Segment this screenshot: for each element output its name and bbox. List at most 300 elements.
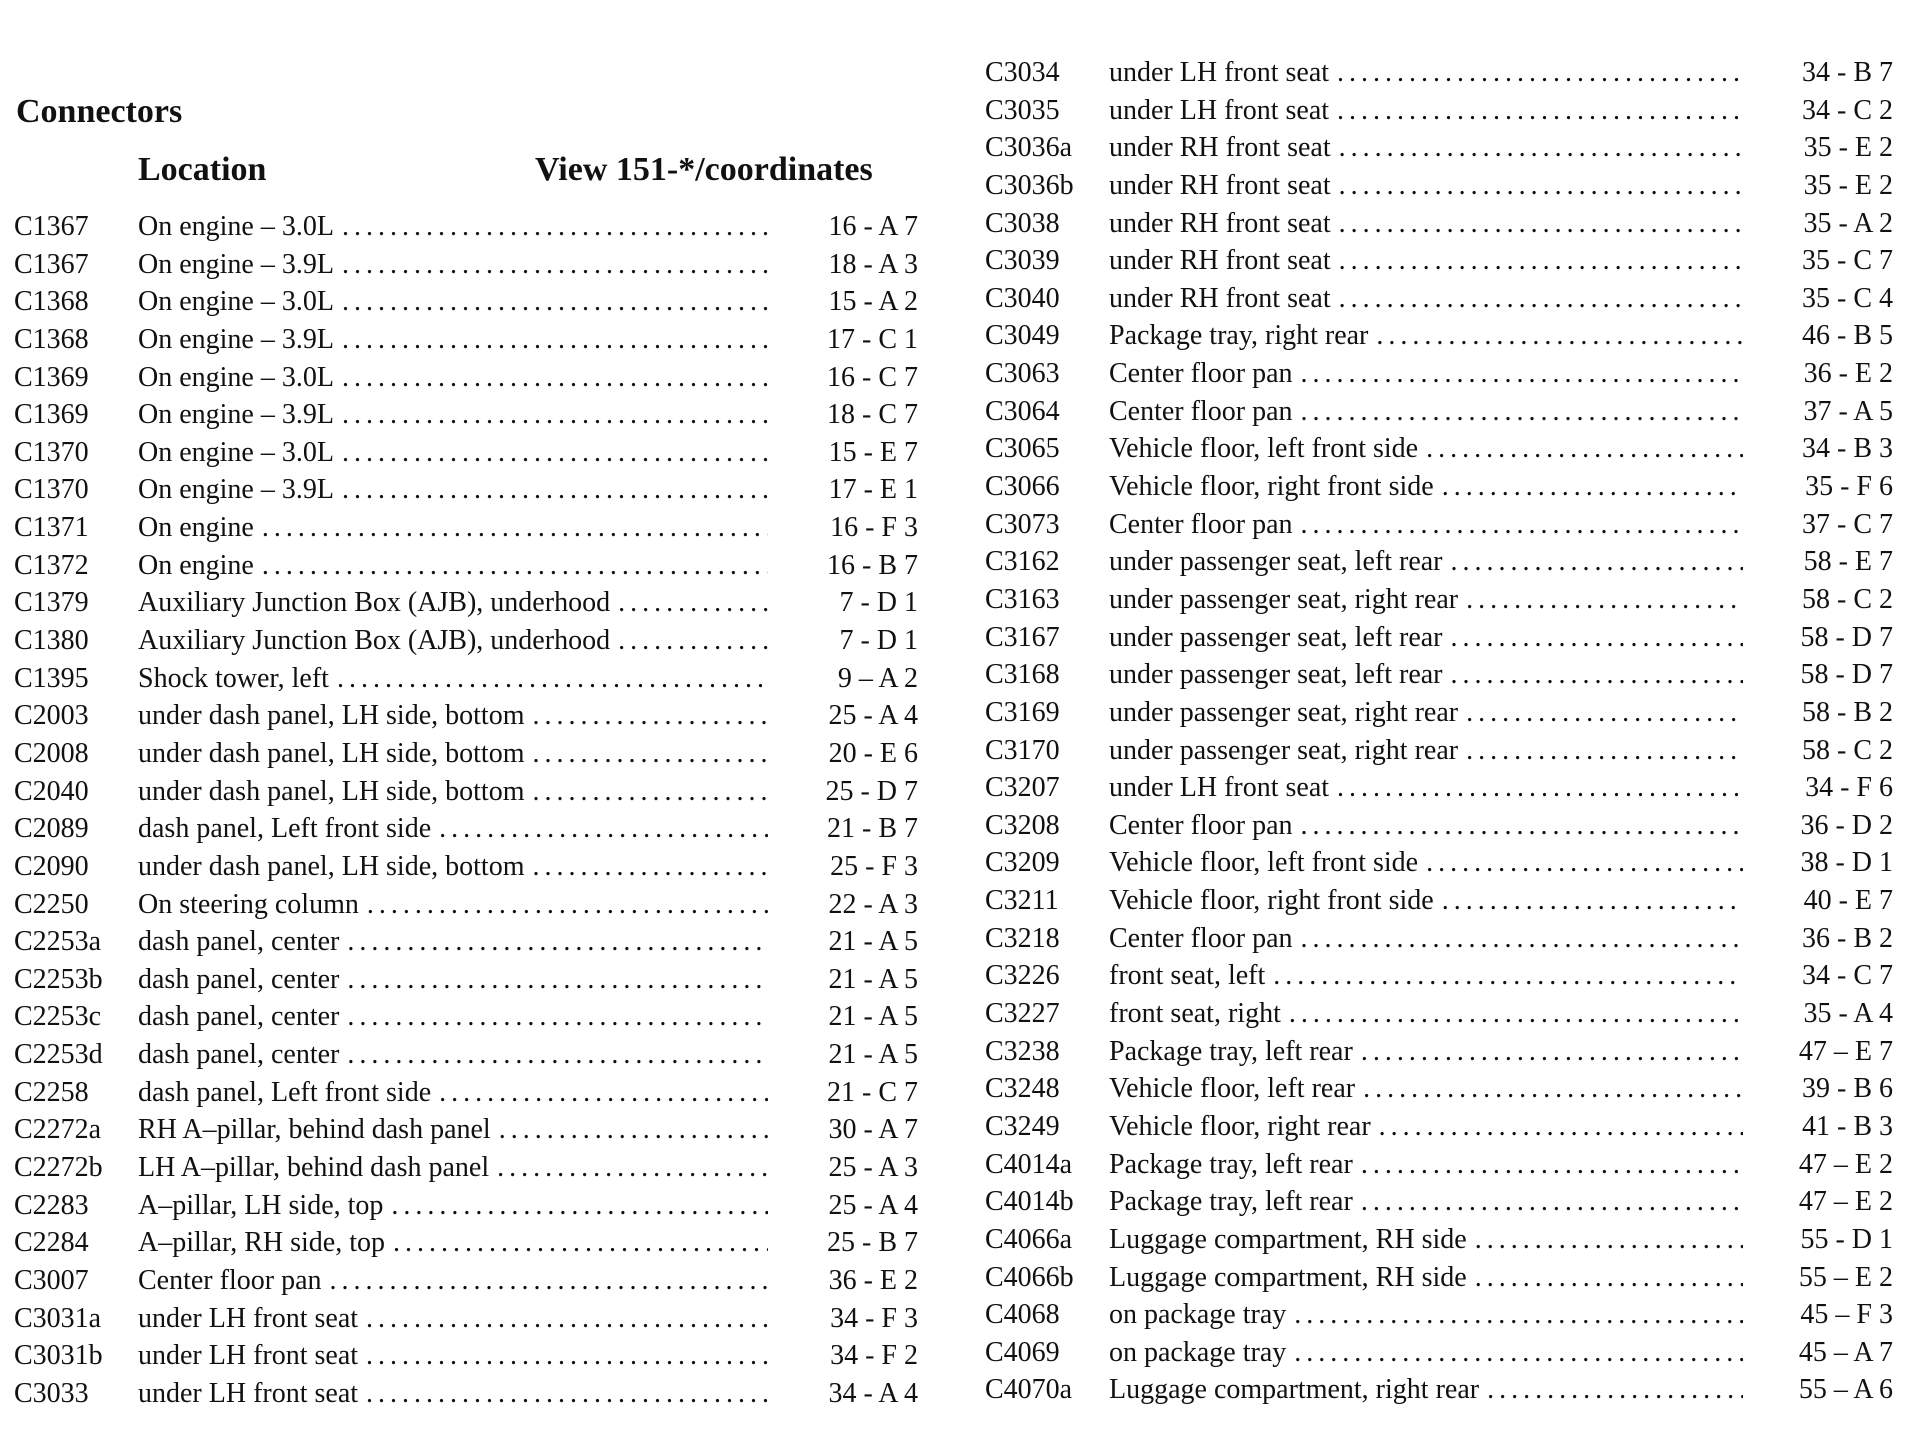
dot-leader	[532, 697, 768, 735]
connector-location-cell	[1109, 957, 1743, 995]
connector-view-coordinates: 17 - E 1	[828, 474, 918, 506]
connector-location: Auxiliary Junction Box (AJB), underhood	[138, 625, 611, 657]
connector-row	[14, 961, 918, 999]
connector-location: Package tray, left rear	[1109, 1148, 1353, 1180]
connector-location-cell	[138, 1149, 768, 1187]
dot-leader	[499, 1111, 768, 1149]
connector-row	[14, 283, 918, 321]
connector-view-coordinates: 45 – F 3	[1800, 1299, 1893, 1331]
right-connector-list	[985, 54, 1893, 1409]
dot-leader	[618, 622, 768, 660]
connector-id: C3207	[985, 772, 1060, 804]
dot-leader	[1339, 129, 1743, 167]
connector-location-cell	[1109, 844, 1743, 882]
connector-location-cell	[1109, 694, 1743, 732]
connector-row	[985, 957, 1893, 995]
dot-leader	[1426, 844, 1743, 882]
connector-location: dash panel, center	[138, 926, 340, 958]
connector-location: On engine	[138, 512, 254, 544]
connector-id: C1380	[14, 625, 89, 657]
connector-view-coordinates: 58 - D 7	[1800, 659, 1893, 691]
connector-id: C3036b	[985, 169, 1074, 201]
connector-row	[985, 581, 1893, 619]
connector-view-coordinates: 37 - A 5	[1803, 395, 1893, 427]
dot-leader	[532, 848, 768, 886]
connector-location: dash panel, Left front side	[138, 813, 432, 845]
connector-id: C2089	[14, 813, 89, 845]
connector-row	[14, 810, 918, 848]
connector-id: C4014b	[985, 1186, 1074, 1218]
connector-location: On steering column	[138, 888, 359, 920]
connector-location: under LH front seat	[1109, 772, 1330, 804]
connector-row	[14, 1187, 918, 1225]
connector-view-coordinates: 9 – A 2	[837, 662, 918, 694]
dot-leader	[391, 1187, 768, 1225]
dot-leader	[1301, 920, 1744, 958]
connector-id: C3208	[985, 809, 1060, 841]
connector-location-cell	[1109, 54, 1743, 92]
connector-row	[985, 167, 1893, 205]
connector-location-cell	[1109, 769, 1743, 807]
connector-location-cell	[1109, 317, 1743, 355]
connector-id: C3036a	[985, 132, 1073, 164]
dot-leader	[1442, 468, 1743, 506]
dot-leader	[366, 1375, 768, 1413]
connector-row	[14, 1262, 918, 1300]
connector-id: C1367	[14, 211, 89, 242]
dot-leader	[1301, 506, 1744, 544]
dot-leader	[342, 396, 768, 434]
connector-location-cell	[1109, 1108, 1743, 1146]
connector-view-coordinates: 34 - B 3	[1802, 433, 1893, 465]
connector-row	[985, 54, 1893, 92]
connector-location: On engine – 3.9L	[138, 248, 334, 280]
connector-row	[14, 1375, 918, 1413]
connector-id: C3162	[985, 546, 1060, 578]
connector-location-cell	[138, 509, 768, 547]
dot-leader	[1289, 995, 1743, 1033]
connector-location-cell	[138, 359, 768, 397]
connector-location: Vehicle floor, right front side	[1109, 471, 1434, 503]
connector-location: under dash panel, LH side, bottom	[138, 775, 525, 807]
connector-view-coordinates: 25 - A 4	[828, 1189, 918, 1221]
connector-location-cell	[138, 1111, 768, 1149]
connector-id: C2253a	[14, 926, 102, 958]
connector-row	[14, 434, 918, 472]
connector-location-cell	[1109, 1070, 1743, 1108]
connector-location: Package tray, right rear	[1109, 320, 1369, 352]
dot-leader	[367, 886, 768, 924]
connector-location-cell	[138, 1300, 768, 1338]
dot-leader	[366, 1337, 768, 1375]
connector-location: under dash panel, LH side, bottom	[138, 850, 525, 882]
connector-location-cell	[138, 773, 768, 811]
connector-view-coordinates: 34 - B 7	[1802, 57, 1893, 88]
dot-leader	[1379, 1108, 1743, 1146]
connector-row	[985, 543, 1893, 581]
connector-view-coordinates: 17 - C 1	[827, 323, 918, 355]
connector-location: on package tray	[1109, 1336, 1287, 1368]
connector-location: Vehicle floor, right rear	[1109, 1110, 1371, 1142]
connector-location: under passenger seat, left rear	[1109, 659, 1443, 691]
connector-location: front seat, right	[1109, 998, 1281, 1030]
dot-leader	[1301, 807, 1744, 845]
location-column-header: Location	[138, 151, 267, 188]
connector-location-cell	[1109, 656, 1743, 694]
connector-location: under LH front seat	[138, 1340, 359, 1372]
connector-row	[985, 1108, 1893, 1146]
connector-location-cell	[1109, 92, 1743, 130]
connector-row	[985, 1334, 1893, 1372]
connector-id: C3033	[14, 1377, 89, 1409]
dot-leader	[1363, 1070, 1743, 1108]
connector-location: under RH front seat	[1109, 132, 1331, 164]
connector-location: On engine	[138, 549, 254, 581]
connector-id: C3167	[985, 621, 1060, 653]
connector-view-coordinates: 15 - A 2	[828, 286, 918, 318]
connector-location: dash panel, Left front side	[138, 1076, 432, 1108]
connector-row	[985, 92, 1893, 130]
connector-view-coordinates: 16 - F 3	[830, 512, 918, 544]
connector-view-coordinates: 21 - A 5	[828, 1039, 918, 1071]
connector-view-coordinates: 35 - C 4	[1802, 282, 1893, 314]
connector-id: C1367	[14, 248, 89, 280]
connector-location-cell	[138, 584, 768, 622]
connector-location: under passenger seat, left rear	[1109, 546, 1443, 578]
connector-id: C3170	[985, 734, 1060, 766]
connector-location-cell	[138, 471, 768, 509]
connector-view-coordinates: 35 - E 2	[1803, 169, 1893, 201]
dot-leader	[1339, 205, 1743, 243]
connector-id: C3073	[985, 508, 1060, 540]
connector-location-cell	[1109, 1221, 1743, 1259]
connector-view-coordinates: 34 - F 2	[830, 1340, 918, 1372]
dot-leader	[342, 321, 768, 359]
connector-id: C3007	[14, 1264, 89, 1296]
dot-leader	[1339, 280, 1743, 318]
connector-id: C4068	[985, 1299, 1060, 1331]
dot-leader	[1339, 242, 1743, 280]
connector-row	[985, 506, 1893, 544]
connector-view-coordinates: 58 - C 2	[1802, 583, 1893, 615]
connector-location: A–pillar, LH side, top	[138, 1189, 384, 1221]
connector-row	[985, 1183, 1893, 1221]
connector-view-coordinates: 25 - F 3	[830, 850, 918, 882]
connector-id: C1370	[14, 436, 89, 468]
connector-row	[14, 848, 918, 886]
connector-row	[14, 773, 918, 811]
connector-row	[14, 1149, 918, 1187]
connector-location-cell	[138, 1187, 768, 1225]
connector-location-cell	[138, 1262, 768, 1300]
connector-location-cell	[1109, 882, 1743, 920]
connector-row	[14, 1224, 918, 1262]
connector-row	[985, 807, 1893, 845]
connector-location: On engine – 3.0L	[138, 211, 334, 242]
connector-view-coordinates: 35 - C 7	[1802, 245, 1893, 277]
connector-view-coordinates: 35 - A 4	[1803, 998, 1893, 1030]
connector-row	[14, 547, 918, 585]
connector-location: under dash panel, LH side, bottom	[138, 737, 525, 769]
connector-location-cell	[1109, 995, 1743, 1033]
connector-view-coordinates: 36 - E 2	[828, 1264, 918, 1296]
connector-row	[14, 1300, 918, 1338]
connector-view-coordinates: 36 - E 2	[1803, 358, 1893, 390]
connector-location-cell	[1109, 619, 1743, 657]
connector-view-coordinates: 47 – E 2	[1798, 1186, 1893, 1218]
connector-view-coordinates: 35 - A 2	[1803, 207, 1893, 239]
connector-id: C3163	[985, 583, 1060, 615]
connector-location: Center floor pan	[1109, 358, 1293, 390]
dot-leader	[347, 923, 768, 961]
connector-view-coordinates: 38 - D 1	[1800, 847, 1893, 879]
connector-row	[14, 1111, 918, 1149]
dot-leader	[1361, 1146, 1743, 1184]
connector-id: C1368	[14, 323, 89, 355]
connector-view-coordinates: 58 - C 2	[1802, 734, 1893, 766]
connector-location: On engine – 3.9L	[138, 399, 334, 431]
connector-view-coordinates: 41 - B 3	[1802, 1110, 1893, 1142]
dot-leader	[1451, 619, 1744, 657]
connector-location-cell	[138, 434, 768, 472]
connector-id: C3031b	[14, 1340, 103, 1372]
connector-location-cell	[138, 208, 768, 246]
dot-leader	[1361, 1033, 1743, 1071]
connector-id: C3168	[985, 659, 1060, 691]
connector-id: C2040	[14, 775, 89, 807]
connector-id: C1395	[14, 662, 89, 694]
connector-id: C2008	[14, 737, 89, 769]
connector-row	[14, 359, 918, 397]
connector-row	[985, 1371, 1893, 1409]
dot-leader	[1451, 656, 1744, 694]
connector-id: C3065	[985, 433, 1060, 465]
connector-id: C3238	[985, 1035, 1060, 1067]
dot-leader	[532, 773, 768, 811]
dot-leader	[262, 509, 768, 547]
connector-location-cell	[1109, 1033, 1743, 1071]
connector-location: dash panel, center	[138, 963, 340, 995]
dot-leader	[347, 998, 768, 1036]
connector-row	[14, 886, 918, 924]
connector-location-cell	[1109, 1334, 1743, 1372]
dot-leader	[342, 208, 768, 246]
connector-id: C2272b	[14, 1152, 103, 1184]
connector-row	[14, 735, 918, 773]
connector-id: C2253b	[14, 963, 103, 995]
connector-id: C4066a	[985, 1223, 1073, 1255]
dot-leader	[337, 660, 768, 698]
dot-leader	[347, 961, 768, 999]
connector-view-coordinates: 55 - D 1	[1800, 1223, 1893, 1255]
connector-location-cell	[138, 1036, 768, 1074]
connector-location: On engine – 3.0L	[138, 361, 334, 393]
connector-location: dash panel, center	[138, 1001, 340, 1033]
connector-location: Vehicle floor, right front side	[1109, 885, 1434, 917]
connector-location-cell	[138, 396, 768, 434]
connector-location: under RH front seat	[1109, 169, 1331, 201]
connector-row	[985, 468, 1893, 506]
connector-row	[985, 769, 1893, 807]
connector-view-coordinates: 22 - A 3	[828, 888, 918, 920]
connector-view-coordinates: 21 - B 7	[827, 813, 918, 845]
connector-row	[985, 280, 1893, 318]
dot-leader	[1294, 1296, 1743, 1334]
dot-leader	[1337, 92, 1743, 130]
connector-id: C1371	[14, 512, 89, 544]
connector-id: C2258	[14, 1076, 89, 1108]
connector-id: C3063	[985, 358, 1060, 390]
connector-location: Center floor pan	[1109, 395, 1293, 427]
connector-location-cell	[1109, 1146, 1743, 1184]
connector-location: Vehicle floor, left front side	[1109, 433, 1419, 465]
connector-row	[14, 1036, 918, 1074]
connector-view-coordinates: 47 – E 2	[1798, 1148, 1893, 1180]
dot-leader	[1466, 732, 1743, 770]
connector-view-coordinates: 58 - D 7	[1800, 621, 1893, 653]
connector-row	[985, 1033, 1893, 1071]
connector-view-coordinates: 21 - A 5	[828, 963, 918, 995]
connector-id: C2272a	[14, 1114, 102, 1146]
connector-id: C3248	[985, 1073, 1060, 1105]
connector-location-cell	[1109, 468, 1743, 506]
connector-location: under passenger seat, right rear	[1109, 583, 1459, 615]
connector-id: C1368	[14, 286, 89, 318]
connector-location-cell	[138, 622, 768, 660]
connector-view-coordinates: 58 - E 7	[1803, 546, 1893, 578]
connector-location: under RH front seat	[1109, 245, 1331, 277]
connector-view-coordinates: 39 - B 6	[1802, 1073, 1893, 1105]
connector-location-cell	[1109, 920, 1743, 958]
dot-leader	[439, 1074, 768, 1112]
connector-location: front seat, left	[1109, 960, 1266, 992]
connector-row	[985, 656, 1893, 694]
connector-location: under passenger seat, right rear	[1109, 696, 1459, 728]
connector-location: dash panel, center	[138, 1039, 340, 1071]
dot-leader	[1475, 1259, 1743, 1297]
dot-leader	[342, 246, 768, 284]
connector-id: C3064	[985, 395, 1060, 427]
connector-location-cell	[138, 810, 768, 848]
connector-id: C3211	[985, 885, 1059, 917]
dot-leader	[1337, 769, 1743, 807]
connector-row	[14, 321, 918, 359]
connector-id: C2003	[14, 700, 89, 732]
connector-location: On engine – 3.9L	[138, 474, 334, 506]
dot-leader	[618, 584, 768, 622]
connector-row	[985, 732, 1893, 770]
connector-view-coordinates: 46 - B 5	[1802, 320, 1893, 352]
connector-location: under LH front seat	[138, 1377, 359, 1409]
connector-location: LH A–pillar, behind dash panel	[138, 1152, 490, 1184]
connector-id: C4070a	[985, 1374, 1073, 1406]
dot-leader	[1339, 167, 1743, 205]
connector-view-coordinates: 58 - B 2	[1802, 696, 1893, 728]
connector-location-cell	[138, 1375, 768, 1413]
connector-id: C3040	[985, 282, 1060, 314]
connector-location-cell	[138, 660, 768, 698]
connector-view-coordinates: 21 - A 5	[828, 926, 918, 958]
connector-id: C3249	[985, 1110, 1060, 1142]
connector-view-coordinates: 25 - B 7	[827, 1227, 918, 1259]
dot-leader	[262, 547, 768, 585]
dot-leader	[1442, 882, 1743, 920]
connector-row	[14, 396, 918, 434]
connector-location: under LH front seat	[1109, 94, 1330, 126]
connector-id: C2284	[14, 1227, 89, 1259]
connector-row	[14, 622, 918, 660]
connector-view-coordinates: 34 - F 6	[1805, 772, 1893, 804]
connector-view-coordinates: 34 - A 4	[828, 1377, 918, 1409]
dot-leader	[342, 283, 768, 321]
connector-location: Center floor pan	[1109, 809, 1293, 841]
connector-id: C3038	[985, 207, 1060, 239]
connector-row	[985, 1070, 1893, 1108]
connector-location: Package tray, left rear	[1109, 1186, 1353, 1218]
connector-view-coordinates: 55 – A 6	[1798, 1374, 1893, 1406]
connector-location: Auxiliary Junction Box (AJB), underhood	[138, 587, 611, 619]
connector-row	[14, 246, 918, 284]
connector-view-coordinates: 18 - A 3	[828, 248, 918, 280]
dot-leader	[1294, 1334, 1743, 1372]
connector-location: under dash panel, LH side, bottom	[138, 700, 525, 732]
connector-location-cell	[138, 1337, 768, 1375]
connector-id: C1369	[14, 399, 89, 431]
connector-row	[985, 694, 1893, 732]
connector-location-cell	[138, 998, 768, 1036]
connector-location: Center floor pan	[138, 1264, 322, 1296]
connector-view-coordinates: 30 - A 7	[828, 1114, 918, 1146]
connector-row	[14, 923, 918, 961]
connector-view-coordinates: 25 - D 7	[825, 775, 918, 807]
connector-id: C3227	[985, 998, 1060, 1030]
connector-location: under RH front seat	[1109, 207, 1331, 239]
connector-location-cell	[138, 961, 768, 999]
connector-id: C1379	[14, 587, 89, 619]
connector-row	[985, 355, 1893, 393]
connector-view-coordinates: 34 - F 3	[830, 1302, 918, 1334]
connector-location-cell	[1109, 205, 1743, 243]
connector-location-cell	[1109, 430, 1743, 468]
connector-id: C3035	[985, 94, 1060, 126]
connector-view-coordinates: 37 - C 7	[1802, 508, 1893, 540]
connector-location-cell	[138, 547, 768, 585]
connector-location-cell	[138, 923, 768, 961]
connector-location-cell	[138, 848, 768, 886]
dot-leader	[1475, 1221, 1743, 1259]
connector-row	[14, 471, 918, 509]
connector-row	[985, 1296, 1893, 1334]
connector-row	[14, 1337, 918, 1375]
dot-leader	[1301, 355, 1744, 393]
dot-leader	[1451, 543, 1744, 581]
dot-leader	[342, 434, 768, 472]
dot-leader	[1301, 393, 1744, 431]
connector-location-cell	[138, 246, 768, 284]
connector-location: Luggage compartment, RH side	[1109, 1223, 1467, 1255]
connector-view-coordinates: 35 - F 6	[1805, 471, 1893, 503]
connector-location-cell	[1109, 506, 1743, 544]
connector-row	[985, 393, 1893, 431]
connector-view-coordinates: 40 - E 7	[1803, 885, 1893, 917]
connector-location: on package tray	[1109, 1299, 1287, 1331]
connector-row	[985, 995, 1893, 1033]
connector-location: under LH front seat	[138, 1302, 359, 1334]
connector-view-coordinates: 15 - E 7	[828, 436, 918, 468]
connector-id: C3209	[985, 847, 1060, 879]
connector-row	[985, 1146, 1893, 1184]
connector-id: C2090	[14, 850, 89, 882]
